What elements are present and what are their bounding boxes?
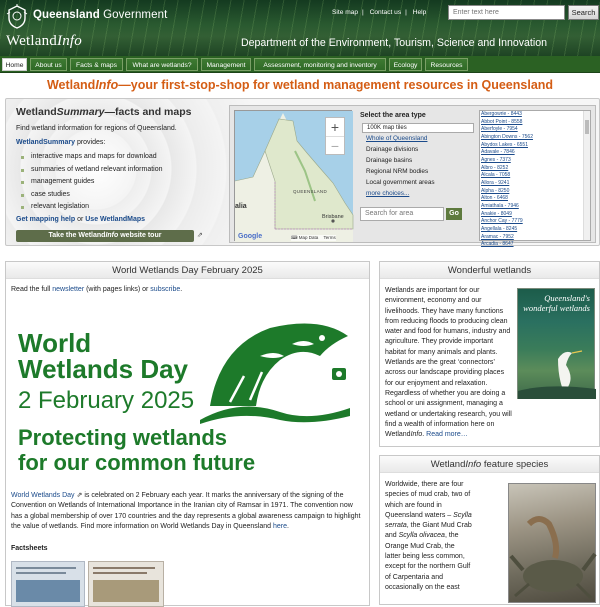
area-search-input[interactable]: Search for area [360, 207, 444, 221]
area-option-whole-qld[interactable]: Whole of Queensland [366, 135, 428, 142]
panel-title: Wonderful wetlands [380, 262, 599, 279]
area-go-button[interactable]: Go [446, 208, 462, 220]
list-item[interactable]: Alpha - 8250 [481, 187, 510, 194]
crab-icon [509, 484, 597, 604]
map-terms-link[interactable]: Terms [323, 235, 336, 240]
main-navigation [0, 56, 600, 73]
list-item[interactable]: Abington Downs - 7562 [481, 133, 533, 140]
list-item: relevant legislation [18, 201, 163, 214]
list-item[interactable]: Alcala - 7058 [481, 172, 511, 179]
list-item: management guides [18, 176, 163, 189]
wetlands-bird-icon [200, 316, 352, 424]
world-wetlands-day-poster[interactable] [14, 308, 366, 486]
poster-line3: Protecting wetlands [18, 425, 228, 450]
site-search-button[interactable]: Search [568, 5, 599, 20]
nav-about-us[interactable]: About us [30, 58, 67, 71]
area-option-nrm-bodies[interactable]: Regional NRM bodies [366, 168, 429, 175]
utility-links: Site map | Contact us | Help [332, 9, 427, 16]
queensland-map[interactable] [234, 110, 352, 241]
read-more-link[interactable]: Read more… [426, 431, 468, 439]
panel-title: WetlandInfo feature species [380, 456, 599, 473]
list-item: summaries of wetland relevant information [18, 164, 163, 177]
nav-home[interactable]: Home [2, 58, 27, 71]
feature-species-text: Worldwide, there are four species of mud crab, two of which are found in Queensland waters – Scylla serrata, the Giant Mud Crab and Scylla olivacea, the Orange Mud Crab, the latter being less common, except for the northern Gulf of Carpentaria and occasionally on the east [385, 481, 472, 591]
list-item[interactable]: Abergowrie - 8443 [481, 111, 522, 117]
site-search-input[interactable] [448, 5, 565, 20]
area-option-drainage-basins[interactable]: Drainage basins [366, 157, 413, 164]
newsletter-link[interactable]: newsletter [52, 286, 85, 293]
list-item[interactable]: Adavale - 7846 [481, 149, 515, 156]
list-item[interactable]: Arcadia - 8647 [481, 241, 514, 248]
wonderful-wetlands-book-cover[interactable] [517, 288, 595, 399]
location-list[interactable] [479, 110, 591, 248]
area-option-more[interactable]: more choices... [366, 190, 410, 197]
site-map-link[interactable]: Site map [332, 9, 359, 16]
summary-list [18, 151, 163, 214]
external-link-icon: ⇗ [76, 492, 83, 499]
keyboard-icon: ⌨ [291, 235, 298, 240]
wonderful-wetlands-text: Wetlands are important for our environment, economy and our livelihoods. They have many functions from reducing floods to producing clean water and food for humans, industry and agriculture. They provide important habitat for many animals and plants. Wetlands are the great ‘connectors’ across our landscape providing places for our enjoyment and relaxation. Regardless of whether you are doing a school or uni assignment, managing a wetland or undertaking research, you will find a wealth of information here on WetlandInfo. Read more… [385, 287, 512, 439]
list-item[interactable]: Abydos Lakes - 6551 [481, 141, 528, 148]
queensland-crest-icon[interactable] [5, 4, 29, 30]
summary-provides: WetlandSummary provides: [16, 139, 106, 146]
area-type-heading: Select the area type [360, 112, 426, 119]
here-link[interactable]: here [273, 522, 288, 530]
nav-what-are-wetlands[interactable]: What are wetlands? [126, 58, 198, 71]
map-city-label: Brisbane [322, 214, 344, 220]
book-title: Queensland's wonderful wetlands [523, 293, 590, 313]
site-tagline: WetlandInfo—your first-stop-shop for wetland management resources in Queensland [46, 78, 554, 92]
contact-us-link[interactable]: Contact us [369, 9, 402, 16]
factsheet-thumbnail[interactable] [11, 561, 85, 607]
summary-lead: Find wetland information for regions of Queensland. [16, 125, 177, 132]
subscribe-link[interactable]: subscribe [150, 286, 181, 293]
list-item: interactive maps and maps for download [18, 151, 163, 164]
list-item[interactable]: Anchor Cay - 7779 [481, 218, 523, 225]
list-item[interactable]: Amiathala - 7946 [481, 202, 519, 209]
area-option-drainage-divisions[interactable]: Drainage divisions [366, 146, 419, 153]
feature-species-panel [379, 455, 600, 605]
wetland-summary-panel [5, 98, 600, 246]
panel-title: World Wetlands Day February 2025 [6, 262, 369, 279]
poster-line2: Wetlands Day [18, 354, 189, 384]
wonderful-wetlands-panel [379, 261, 600, 447]
zoom-out-button[interactable]: − [330, 138, 340, 154]
list-item[interactable]: Albro - 8252 [481, 164, 509, 171]
wetland-summary-link[interactable]: WetlandSummary [16, 139, 75, 146]
list-item[interactable]: Alton - 6468 [481, 195, 508, 202]
list-item: case studies [18, 189, 163, 202]
department-name: Department of the Environment, Tourism, Science and Innovation [241, 37, 548, 49]
help-link[interactable]: Help [412, 9, 427, 16]
world-wetlands-day-panel [5, 261, 370, 606]
factsheets-heading: Factsheets [11, 545, 48, 552]
government-logo-text[interactable]: Queensland Government [33, 9, 168, 21]
nav-assessment[interactable]: Assessment, monitoring and inventory [254, 58, 386, 71]
nav-facts-maps[interactable]: Facts & maps [70, 58, 123, 71]
list-item[interactable]: Abbot Point - 8558 [481, 118, 523, 125]
location-list-scrollbar[interactable] [583, 111, 590, 240]
external-link-icon: ⇗ [197, 232, 203, 239]
wwd-description: World Wetlands Day ⇗ is celebrated on 2 February each year. It marks the anniversary of the signing of the Convention on Wetlands of International Importance in the Iranian city of Ramsar in 1971. The convention now has a global membership of over 170 countries and the day represents a global awareness campaign to highlight the value of wetlands. Find more information on World Wetlands Day in Queensland here. [11, 492, 361, 530]
list-item[interactable]: Aberfoyle - 7954 [481, 126, 518, 133]
newsletter-line: Read the full newsletter (with pages links) or subscribe. [11, 286, 183, 293]
area-type-selected[interactable]: 100K map tiles [362, 123, 474, 133]
site-brand[interactable]: WetlandInfo [6, 33, 82, 49]
use-wetlandmaps-link[interactable]: Use WetlandMaps [85, 216, 146, 223]
list-item[interactable]: Agnes - 7373 [481, 156, 511, 163]
nav-resources[interactable]: Resources [425, 58, 468, 71]
google-logo: Google [238, 233, 263, 240]
map-country-label: alia [235, 203, 247, 210]
poster-line4: for our common future [18, 450, 256, 475]
get-mapping-help-link[interactable]: Get mapping help [16, 216, 76, 223]
poster-date: 2 February 2025 [18, 387, 195, 414]
mud-crab-photo[interactable] [508, 483, 596, 603]
website-tour-button[interactable]: Take the WetlandInfo website tour [16, 230, 194, 242]
mapping-help: Get mapping help or Use WetlandMaps [16, 216, 146, 223]
egret-icon [518, 329, 596, 399]
poster-line1: World [18, 328, 92, 358]
area-option-lga[interactable]: Local government areas [366, 179, 435, 186]
map-zoom-control [325, 117, 345, 155]
factsheet-thumbnail[interactable] [88, 561, 164, 607]
site-header [0, 0, 600, 56]
list-item[interactable]: Angellala - 8245 [481, 225, 518, 232]
map-widget [229, 105, 596, 248]
summary-title: WetlandSummary—facts and maps [16, 106, 192, 118]
zoom-in-button[interactable]: + [326, 118, 344, 137]
list-item[interactable]: Anakie - 8049 [481, 210, 512, 217]
list-item[interactable]: Aramac - 7952 [481, 233, 514, 240]
map-data-link[interactable]: Map Data [298, 235, 319, 240]
world-wetlands-day-link[interactable]: World Wetlands Day [11, 492, 75, 499]
nav-ecology[interactable]: Ecology [389, 58, 422, 71]
nav-management[interactable]: Management [201, 58, 251, 71]
map-state-label: QUEENSLAND [293, 189, 328, 194]
list-item[interactable]: Allora - 9241 [481, 179, 510, 186]
map-footer [291, 235, 336, 241]
